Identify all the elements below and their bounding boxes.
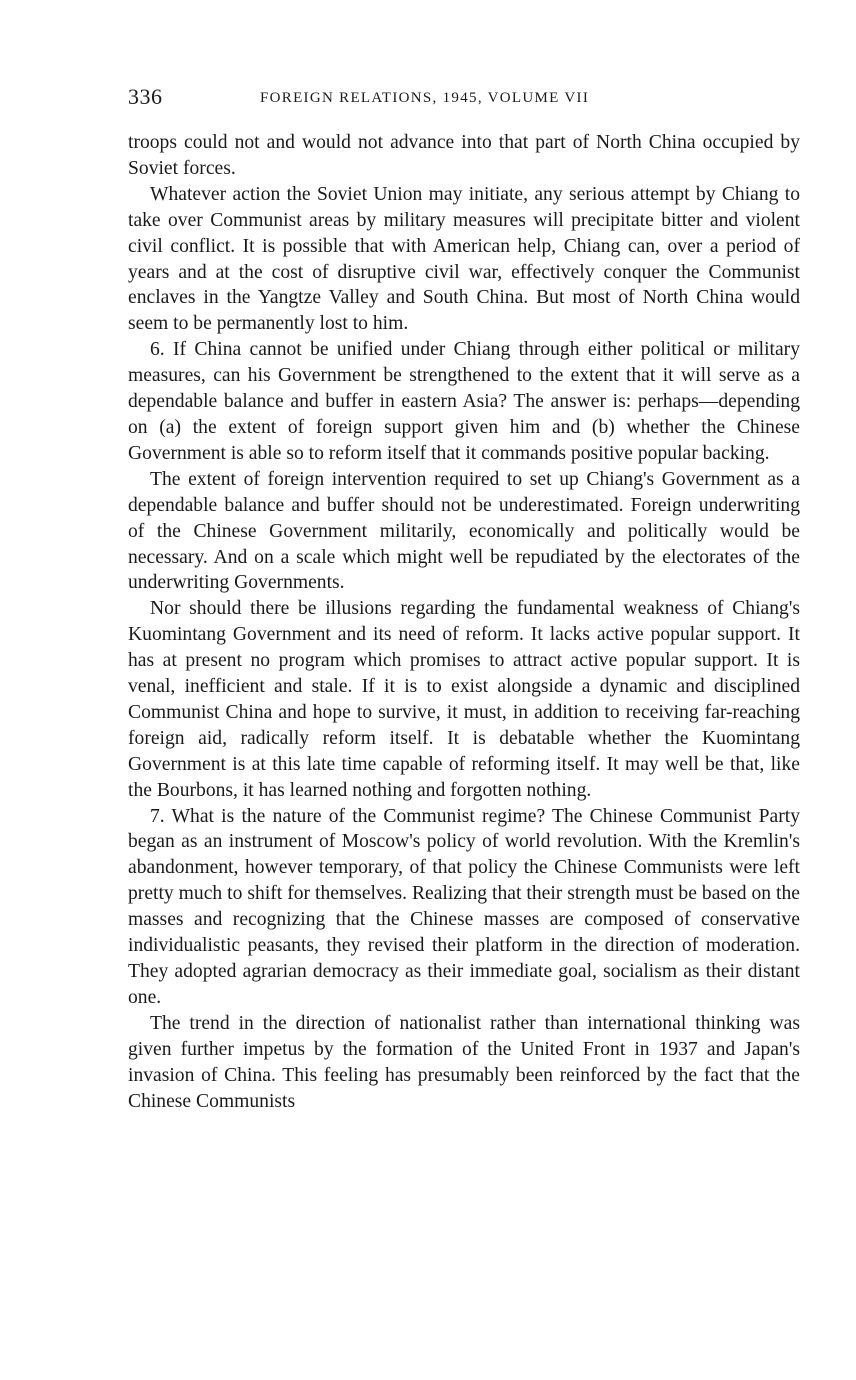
page-header xyxy=(128,84,800,116)
running-head: FOREIGN RELATIONS, 1945, VOLUME VII xyxy=(260,90,590,106)
body-text xyxy=(128,130,800,1114)
document-page xyxy=(128,84,800,1114)
page-number: 336 xyxy=(128,84,163,109)
paragraph: Whatever action the Soviet Union may initiate, any serious attempt by Chiang to take over Communist areas by military measures will precipitate bitter and violent civil conflict. It is possible that with American help, Chiang can, over a period of years and at the cost of disruptive civil war, effectively conquer the Communist enclaves in the Yangtze Valley and South China. But most of North China would seem to be permanently lost to him. xyxy=(128,183,800,335)
paragraph: 7. What is the nature of the Communist regime? The Chinese Communist Party began as an instrument of Moscow's policy of world revolution. With the Kremlin's abandonment, however temporary, of that policy the Chinese Communists were left pretty much to shift for themselves. Realizing that their strength must be based on the masses and recognizing that the Chinese masses are composed of conservative individualistic peasants, they revised their platform in the direction of moderation. They adopted agrarian democracy as their immediate goal, socialism as their distant one. xyxy=(128,805,800,1008)
paragraph: The extent of foreign intervention required to set up Chiang's Government as a dependable balance and buffer should not be underestimated. Foreign underwriting of the Chinese Government militarily, economically and politically would be necessary. And on a scale which might well be repudiated by the electorates of the underwriting Governments. xyxy=(128,468,800,594)
paragraph: troops could not and would not advance into that part of North China occupied by Soviet forces. xyxy=(128,132,800,179)
paragraph: The trend in the direction of nationalist rather than international thinking was given further impetus by the formation of the United Front in 1937 and Japan's invasion of China. This feeling has presumably been reinforced by the fact that the Chinese Communists xyxy=(128,1012,800,1112)
paragraph: Nor should there be illusions regarding the fundamental weakness of Chiang's Kuomintang Government and its need of reform. It lacks active popular support. It has at present no program which promises to attract active popular support. It is venal, inefficient and stale. If it is to exist alongside a dynamic and disciplined Communist China and hope to survive, it must, in addition to receiving far-reaching foreign aid, radically reform itself. It is debatable whether the Kuomintang Government is at this late time capable of reforming itself. It may well be that, like the Bourbons, it has learned nothing and forgotten nothing. xyxy=(128,598,800,801)
paragraph: 6. If China cannot be unified under Chiang through either political or military measures, can his Government be strengthened to the extent that it will serve as a dependable balance and buffer in eastern Asia? The answer is: perhaps—depending on (a) the extent of foreign support given him and (b) whether the Chinese Government is able so to reform itself that it commands positive popular backing. xyxy=(128,339,800,464)
